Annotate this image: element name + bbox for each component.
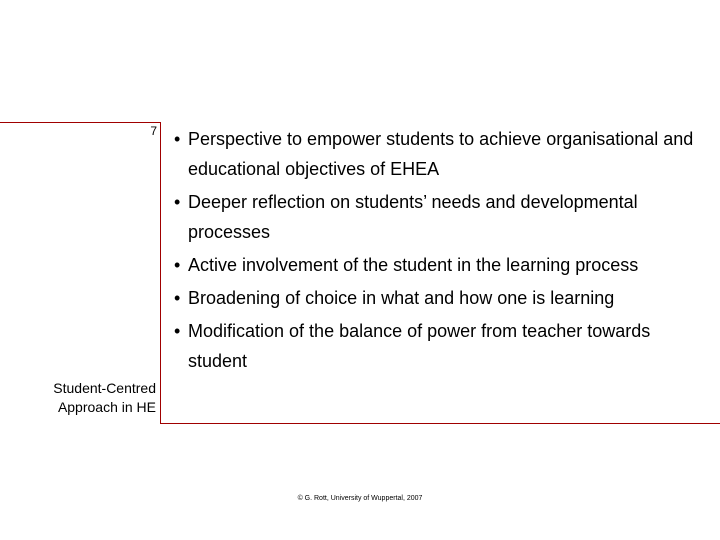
bullet-mark: • bbox=[174, 255, 181, 275]
bullet-item-1 bbox=[174, 124, 714, 184]
bullet-item-3 bbox=[174, 250, 714, 280]
slide-number: 7 bbox=[150, 124, 157, 138]
bullet-mark: • bbox=[174, 321, 181, 341]
bullet-mark: • bbox=[174, 288, 181, 308]
bullet-item-5 bbox=[174, 316, 714, 376]
bullet-mark: • bbox=[174, 192, 181, 212]
bullet-text: Active involvement of the student in the learning process bbox=[188, 255, 639, 275]
copyright-footer: © G. Rott, University of Wuppertal, 2007 bbox=[297, 495, 423, 502]
section-title-line-1: Student-Centred bbox=[53, 380, 156, 396]
bullet-text: Deeper reflection on students’ needs and developmental processes bbox=[188, 192, 638, 242]
vertical-rule-line bbox=[160, 122, 161, 424]
bottom-rule-line bbox=[160, 423, 720, 424]
bullet-mark: • bbox=[174, 129, 181, 149]
bullet-item-4 bbox=[174, 283, 714, 313]
bullet-text: Modification of the balance of power from teacher towards student bbox=[188, 321, 651, 371]
bullet-item-2 bbox=[174, 187, 714, 247]
top-rule-line bbox=[0, 122, 160, 123]
bullet-text: Perspective to empower students to achieve organisational and educational objectives of EHEA bbox=[188, 129, 694, 179]
bullet-list bbox=[174, 124, 714, 379]
bullet-text: Broadening of choice in what and how one is learning bbox=[188, 288, 615, 308]
section-title bbox=[0, 379, 156, 417]
section-title-line-2: Approach in HE bbox=[57, 399, 156, 415]
